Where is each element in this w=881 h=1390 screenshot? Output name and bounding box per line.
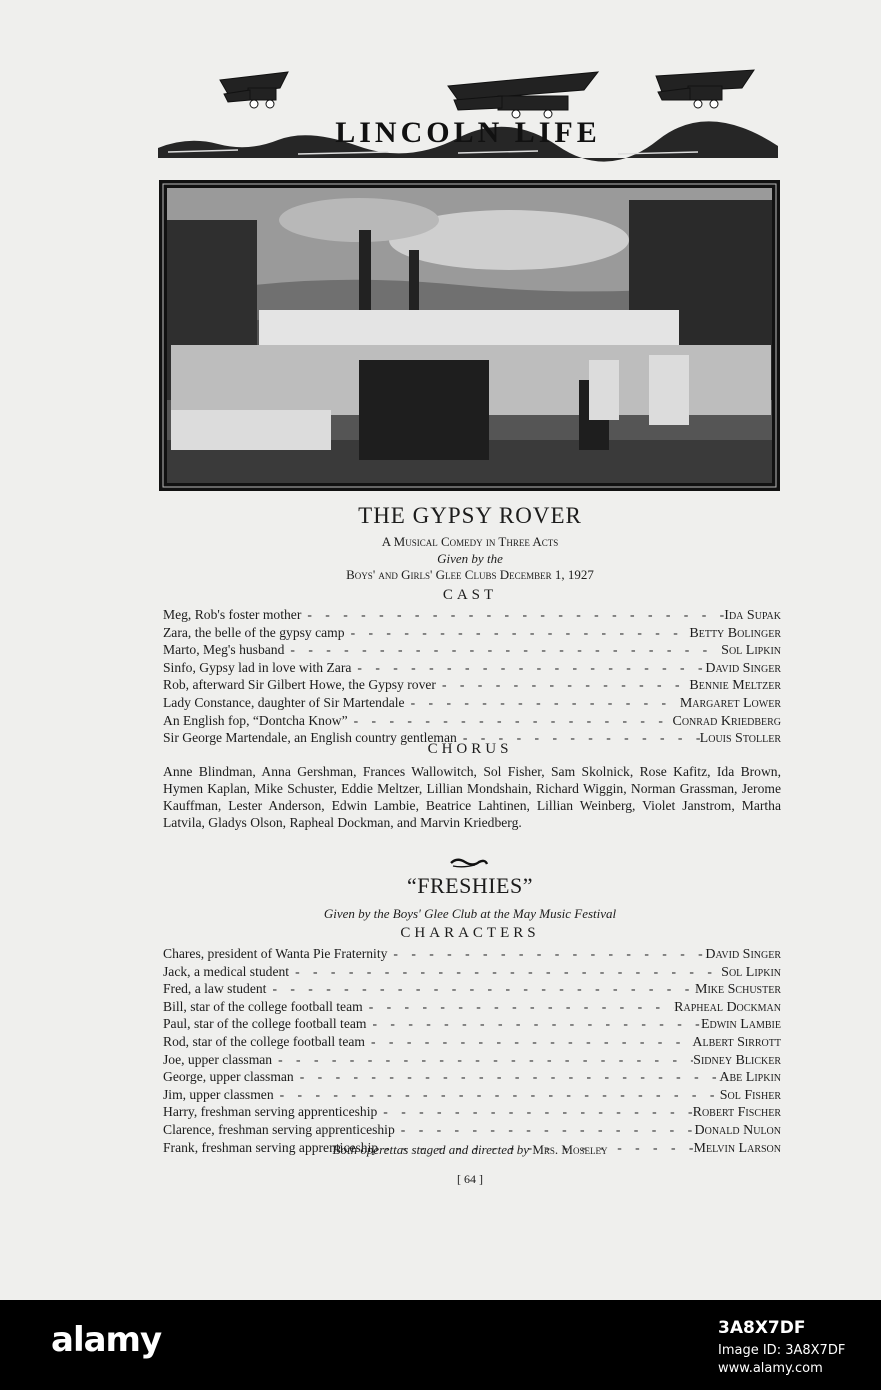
leader-dashes [366, 1016, 700, 1033]
page-number: [ 64 ] [457, 1172, 483, 1186]
cast-row [163, 695, 781, 713]
performer-name: Sidney Blicker [693, 1052, 781, 1068]
performer-name: Louis Stoller [699, 731, 781, 747]
role-description: An English fop, “Dontcha Know” [163, 712, 348, 728]
airplane-icon [448, 72, 598, 118]
ornament-divider-icon [449, 855, 489, 869]
cast-row [163, 607, 781, 625]
cast-row [163, 1052, 781, 1070]
leader-dashes [272, 1052, 693, 1069]
cast-heading: CAST [442, 587, 498, 603]
performer-name: David Singer [705, 660, 781, 676]
cast-row [163, 660, 781, 678]
watermark-id-line: Image ID: 3A8X7DF [718, 1343, 846, 1358]
watermark-logo: alamy [51, 1320, 162, 1360]
play-subtitle: A Musical Comedy in Three Acts [381, 534, 559, 549]
cast-row [163, 946, 781, 964]
role-description: Chares, president of Wanta Pie Fraternity [163, 946, 388, 961]
leader-dashes [395, 1122, 695, 1139]
leader-dashes [377, 1104, 692, 1121]
role-description: Sinfo, Gypsy lad in love with Zara [163, 659, 352, 675]
chorus-heading: CHORUS [427, 741, 513, 757]
cast-row [163, 677, 781, 695]
role-description: Lady Constance, daughter of Sir Martendale [163, 694, 405, 710]
staged-by-line [150, 1141, 790, 1158]
stage-photo-illustration [159, 180, 780, 491]
performer-name: Rapheal Dockman [674, 999, 781, 1015]
role-description: Bill, star of the college football team [163, 998, 363, 1014]
leader-dashes [284, 642, 721, 659]
cast-row [163, 1016, 781, 1034]
cast-row [163, 642, 781, 660]
performer-name: Robert Fischer [692, 1105, 781, 1121]
performer-name: Conrad Kriedberg [672, 713, 781, 729]
characters-list [163, 946, 781, 1157]
performer-name: Sol Lipkin [721, 964, 781, 980]
leader-dashes [348, 713, 673, 730]
role-description: Jack, a medical student [163, 963, 290, 979]
characters-heading: CHARACTERS [400, 925, 540, 941]
role-description: Clarence, freshman serving apprenticeship [163, 1121, 395, 1137]
play-title-gypsy-rover: THE GYPSY ROVER [358, 503, 582, 528]
leader-dashes [294, 1069, 720, 1086]
performer-name: Donald Nulon [694, 1122, 781, 1138]
leader-dashes [436, 677, 689, 694]
director-name: Mrs. Moseley [532, 1142, 608, 1157]
performer-name: Mike Schuster [695, 982, 781, 998]
role-description: Jim, upper classmen [163, 1086, 274, 1102]
airplane-icon [656, 70, 754, 108]
leader-dashes [274, 1087, 720, 1104]
role-description: Frank, freshman serving apprenticeship [163, 1139, 379, 1155]
airplanes-banner-illustration [158, 66, 778, 162]
leader-dashes [301, 607, 724, 624]
role-description: Meg, Rob's foster mother [163, 607, 302, 622]
cast-row [163, 625, 781, 643]
freshies-given-by: Given by the Boys' Glee Club at the May Music Festival [323, 906, 617, 921]
banner-title: LINCOLN LIFE [335, 116, 601, 149]
leader-dashes [387, 946, 705, 963]
staged-by-text: Both operettas staged and directed by [332, 1142, 530, 1157]
leader-dashes [345, 625, 690, 642]
cast-row [163, 999, 781, 1017]
leader-dashes [266, 981, 695, 998]
performer-name: Sol Lipkin [721, 643, 781, 659]
role-description: Paul, star of the college football team [163, 1016, 367, 1032]
performer-name: Betty Bolinger [689, 625, 781, 641]
performer-name: Margaret Lower [679, 695, 781, 711]
role-description: Joe, upper classman [163, 1051, 273, 1067]
cast-row [163, 1069, 781, 1087]
cast-row [163, 1034, 781, 1052]
cast-row [163, 981, 781, 999]
performer-name: Sol Fisher [719, 1087, 781, 1103]
given-by-line: Given by the [437, 551, 503, 566]
cast-list [163, 607, 781, 748]
performer-name: David Singer [705, 947, 781, 962]
chorus-members: Anne Blindman, Anna Gershman, Frances Wallowitch, Sol Fisher, Sam Skolnick, Rose Kafitz, Ida Brown, Hymen Kaplan, Mike Schuster, Eddie Meltzer, Lillian Mondshain, Richard Wiggin, Norman Grassman, Jerome Kauffman, Lester Anderson, Edwin Lambie, Beatrice Lahtinen, Lillian Weinberg, Violet Janstrom, Martha Latvila, Gladys Olson, Rapheal Dockman, and Marvin Kriedberg. [163, 764, 781, 830]
cast-row [163, 1122, 781, 1140]
cast-row [163, 713, 781, 731]
watermark-image-id: 3A8X7DF [718, 1318, 806, 1338]
cast-row [163, 1087, 781, 1105]
role-description: Sir George Martendale, an English country gentleman [163, 730, 457, 746]
cast-row [163, 964, 781, 982]
role-description: Fred, a law student [163, 981, 267, 997]
role-description: George, upper classman [163, 1069, 294, 1085]
role-description: Zara, the belle of the gypsy camp [163, 624, 345, 640]
cast-photograph [159, 180, 780, 491]
cast-row [163, 1104, 781, 1122]
watermark-url: www.alamy.com [718, 1361, 823, 1376]
performer-name: Ida Supak [724, 608, 781, 623]
performer-name: Melvin Larson [693, 1140, 781, 1156]
leader-dashes [363, 999, 674, 1016]
play-title-freshies: “FRESHIES” [407, 873, 533, 898]
performer-name: Edwin Lambie [700, 1017, 781, 1033]
glee-clubs-line: Boys' and Girls' Glee Clubs December 1, 1927 [346, 567, 594, 582]
leader-dashes [289, 964, 721, 981]
role-description: Marto, Meg's husband [163, 642, 285, 658]
performer-name: Albert Sirrott [692, 1034, 781, 1050]
performer-name: Bennie Meltzer [689, 678, 781, 694]
role-description: Harry, freshman serving apprenticeship [163, 1104, 378, 1120]
role-description: Rob, afterward Sir Gilbert Howe, the Gypsy rover [163, 677, 436, 693]
performer-name: Abe Lipkin [719, 1070, 781, 1086]
leader-dashes [405, 695, 680, 712]
role-description: Rod, star of the college football team [163, 1033, 365, 1049]
leader-dashes [351, 660, 705, 677]
leader-dashes [365, 1034, 692, 1051]
airplane-icon [220, 72, 288, 108]
lincoln-life-banner [158, 66, 778, 162]
